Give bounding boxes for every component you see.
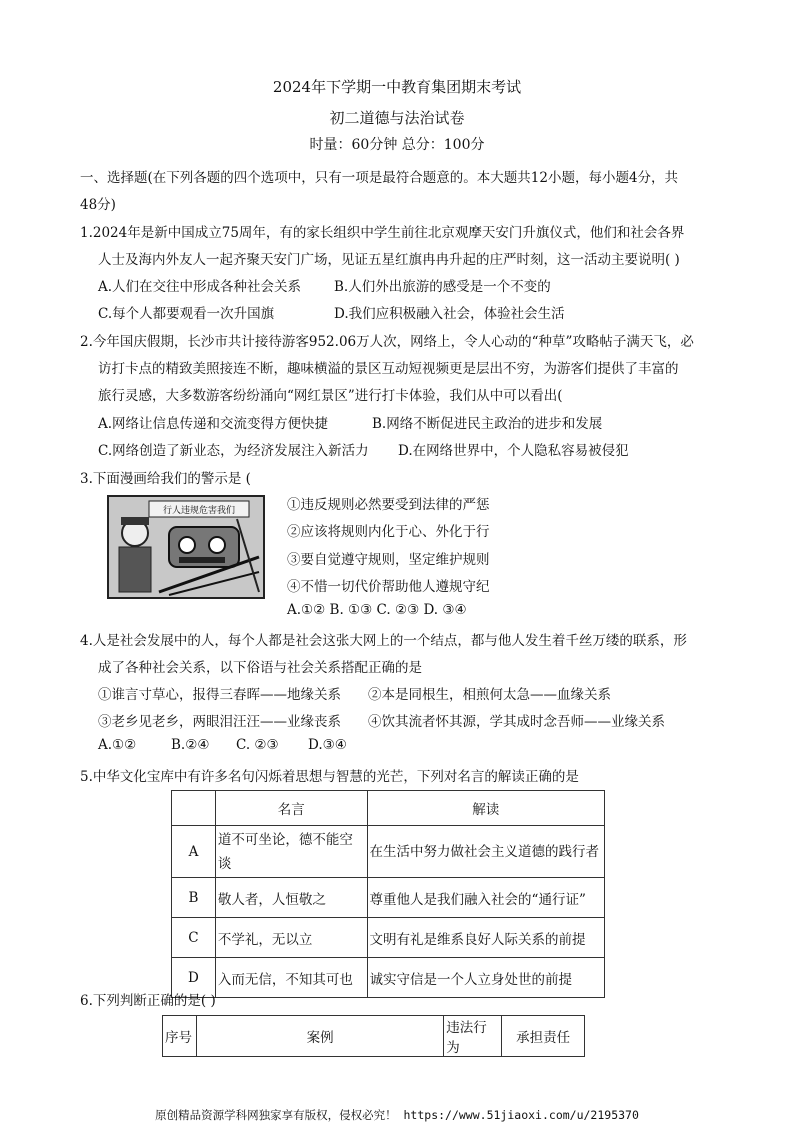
- row-quote: 道不可坐论，德不能空谈: [215, 826, 367, 878]
- q1-stem-line1: 1.2024年是新中国成立75周年，有的家长组织中学生前往北京观摩天安门升旗仪式，他们和社会各界: [80, 225, 685, 241]
- q4-option-b: B.②④: [171, 737, 210, 753]
- exam-meta: 时量：60分钟 总分：100分: [309, 137, 485, 153]
- q5-stem: 5.中华文化宝库中有许多名句闪烁着思想与智慧的光芒，下列对名言的解读正确的是: [80, 769, 579, 785]
- q2-option-b: B.网络不断促进民主政治的进步和发展: [372, 416, 603, 432]
- row-key: B: [172, 878, 216, 918]
- q3-statement-3: ③要自觉遵守规则，坚定维护规则: [287, 552, 490, 568]
- table-header-cell: 案例: [196, 1016, 443, 1057]
- q1-option-d: D.我们应积极融入社会，体验社会生活: [334, 306, 565, 322]
- table-header-cell: [172, 791, 216, 826]
- footer-watermark-url: 原创精品资源学科网独家享有版权，侵权必究！ https://www.51jiaoxi.com/u/2195370: [155, 1108, 639, 1122]
- q4-statement-3: ③老乡见老乡，两眼泪汪汪——业缘丧系: [98, 714, 341, 730]
- q2-stem-line1: 2.今年国庆假期，长沙市共计接待游客952.06万人次，网络上，令人心动的“种草”攻略帖子满天飞，必: [80, 334, 694, 350]
- q4-statement-4: ④饮其流者怀其源，学其成时念吾师——业缘关系: [368, 714, 665, 730]
- q1-option-b: B.人们外出旅游的感受是一个不变的: [334, 279, 551, 295]
- q5-table: [171, 790, 605, 998]
- q4-stem-line1: 4.人是社会发展中的人，每个人都是社会这张大网上的一个结点，都与他人发生着千丝万缕的联系，形: [80, 633, 687, 649]
- table-header-cell: 序号: [163, 1016, 197, 1057]
- q2-option-d: D.在网络世界中，个人隐私容易被侵犯: [398, 443, 629, 459]
- row-meaning: 尊重他人是我们融入社会的“通行证”: [367, 878, 604, 918]
- exam-subtitle: 初二道德与法治试卷: [329, 109, 465, 127]
- table-header-row: [163, 1016, 585, 1057]
- q2-option-c: C.网络创造了新业态，为经济发展注入新活力: [98, 443, 369, 459]
- q6-table: [162, 1015, 585, 1057]
- q1-stem-line2: 人士及海内外友人一起齐聚天安门广场，见证五星红旗冉冉升起的庄严时刻，这一活动主要说明( ): [98, 252, 680, 268]
- q3-choices: A.①② B. ①③ C. ②③ D. ③④: [287, 602, 467, 618]
- row-quote: 敬人者，人恒敬之: [215, 878, 367, 918]
- row-meaning: 文明有礼是维系良好人际关系的前提: [367, 918, 604, 958]
- q1-option-c: C.每个人都要观看一次升国旗: [98, 306, 275, 322]
- q6-stem: 6.下列判断正确的是( ): [80, 993, 216, 1009]
- row-quote: 不学礼，无以立: [215, 918, 367, 958]
- q3-stem: 3.下面漫画给我们的警示是 (: [80, 471, 251, 487]
- row-key: D: [172, 958, 216, 998]
- q4-statement-2: ②本是同根生，相煎何太急——血缘关系: [368, 687, 611, 703]
- table-header-cell: 解读: [367, 791, 604, 826]
- q3-statement-1: ①违反规则必然要受到法律的严惩: [287, 497, 490, 513]
- q2-stem-line3: 旅行灵感，大多数游客纷纷涌向“网红景区”进行打卡体验，我们从中可以看出(: [98, 388, 563, 404]
- q2-stem-line2: 访打卡点的精致美照接连不断，趣味横溢的景区互动短视频更是层出不穷，为游客们提供了丰富的: [98, 361, 679, 377]
- section-heading: 一、选择题(在下列各题的四个选项中，只有一项是最符合题意的。本大题共12小题，每小题4分，共: [80, 170, 679, 186]
- q4-option-d: D.③④: [308, 737, 347, 753]
- table-header-cell: 承担责任: [502, 1016, 585, 1057]
- cartoon-sign-text: 行人违规危害我们: [162, 506, 236, 516]
- table-row: [172, 826, 605, 878]
- table-header-cell: 违法行为: [444, 1016, 502, 1057]
- table-header-row: [172, 791, 605, 826]
- q3-statement-2: ②应该将规则内化于心、外化于行: [287, 524, 490, 540]
- q2-option-a: A.网络让信息传递和交流变得方便快捷: [98, 416, 329, 432]
- table-row: [172, 958, 605, 998]
- cartoon-drawing: [109, 497, 263, 597]
- exam-title: 2024年下学期一中教育集团期末考试: [272, 78, 522, 96]
- table-header-cell: 名言: [215, 791, 367, 826]
- q4-option-a: A.①②: [98, 737, 137, 753]
- q1-option-a: A.人们在交往中形成各种社会关系: [98, 279, 302, 295]
- row-meaning: 在生活中努力做社会主义道德的践行者: [367, 826, 604, 878]
- row-quote: 入而无信，不知其可也: [215, 958, 367, 998]
- section-heading-cont: 48分): [80, 197, 116, 213]
- table-row: [172, 918, 605, 958]
- row-key: C: [172, 918, 216, 958]
- q3-statement-4: ④不惜一切代价帮助他人遵规守纪: [287, 579, 490, 595]
- q3-cartoon-image: [107, 495, 265, 599]
- q4-statement-1: ①谁言寸草心，报得三春晖——地缘关系: [98, 687, 341, 703]
- row-key: A: [172, 826, 216, 878]
- row-meaning: 诚实守信是一个人立身处世的前提: [367, 958, 604, 998]
- table-row: [172, 878, 605, 918]
- q4-option-c: C. ②③: [236, 737, 279, 753]
- q4-stem-line2: 成了各种社会关系，以下俗语与社会关系搭配正确的是: [98, 660, 422, 676]
